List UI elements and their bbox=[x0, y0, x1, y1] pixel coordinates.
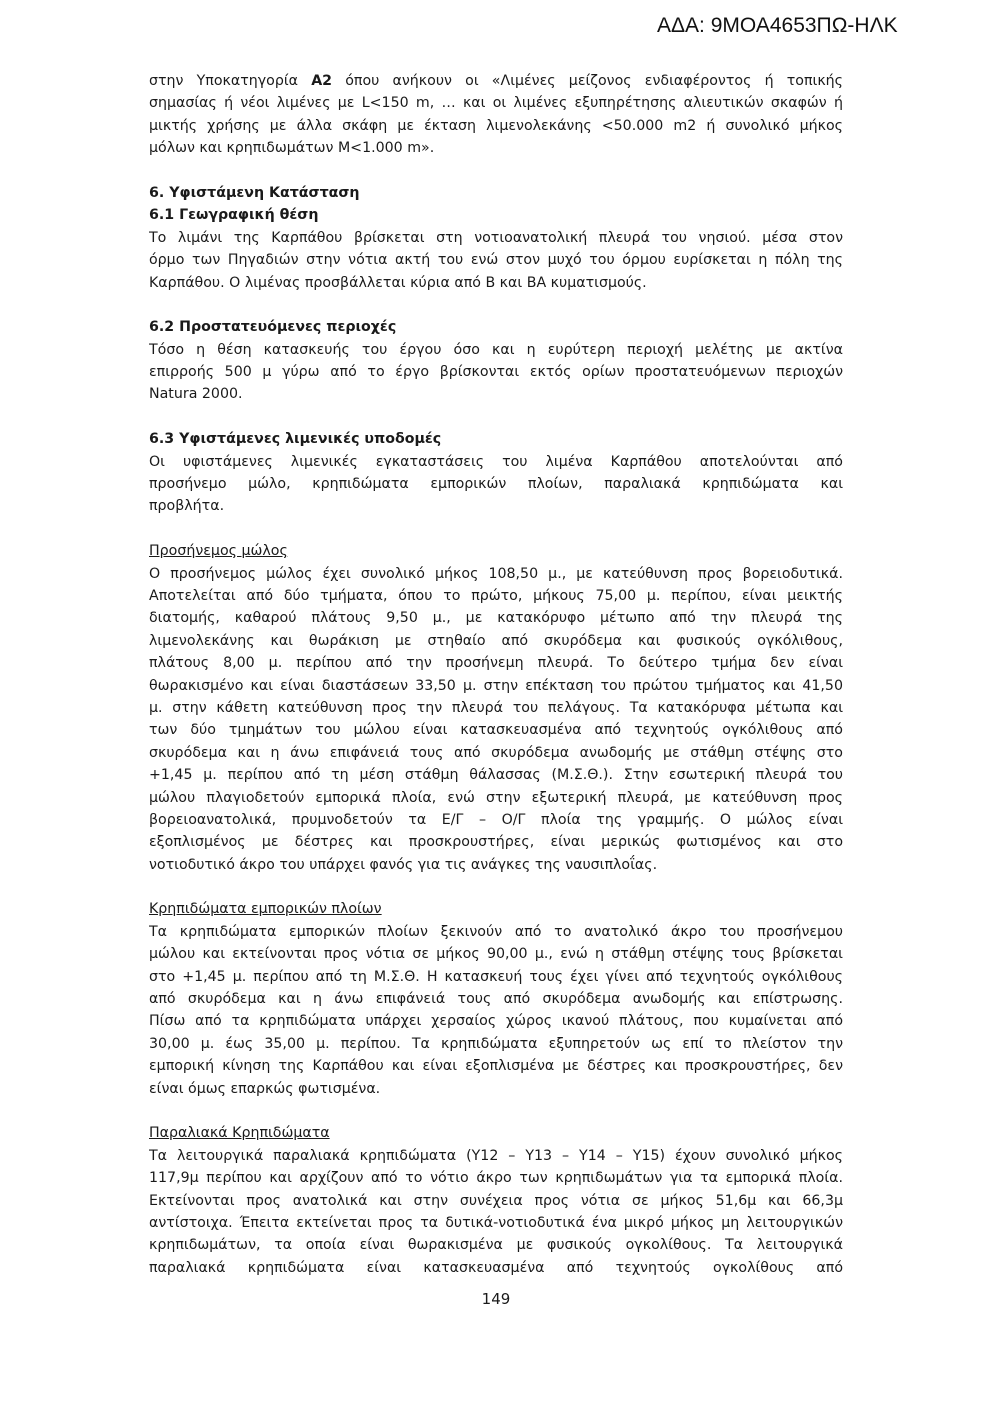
paragraph-line: όρμο των Πηγαδιών στην νότια ακτή του ενώ στον μυχό του όρμου ευρίσκεται η πόλη της bbox=[149, 252, 843, 269]
paragraph-line: Εκτείνονται προς ανατολικά και στην συνέχεια προς νότια σε μήκος 51,6μ και 66,3μ bbox=[149, 1192, 843, 1209]
page-number: 149 bbox=[481, 1290, 511, 1308]
paragraph-line: 30,00 μ. έως 35,00 μ. περίπου. Τα κρηπιδώματα εξυπηρετούν ως επί το πλείστον την bbox=[149, 1035, 843, 1052]
paragraph-line: νοτιοδυτικό άκρο του υπάρχει φανός για τις ανάγκες της ναυσιπλοΐας. bbox=[149, 856, 658, 873]
paragraph-line: κρηπιδωμάτων, τα οποία είναι θωρακισμένα με φυσικούς ογκολίθους. Τα λειτουργικά bbox=[149, 1237, 843, 1254]
protected-areas-paragraph bbox=[149, 339, 843, 406]
breakwater-paragraph bbox=[149, 563, 843, 876]
paragraph-line: μόλων και κρηπιδωμάτων Μ<1.000 m». bbox=[149, 140, 435, 157]
subsection-heading: 6.2 Προστατευόμενες περιοχές bbox=[149, 319, 397, 336]
paragraph-line bbox=[149, 70, 843, 92]
paragraph-line: αντίστοιχα. Έπειτα εκτείνεται προς τα δυτικά-νοτιοδυτικά ένα μικρό μήκος μη λειτουργικών bbox=[149, 1214, 843, 1231]
paragraph-line: επιρροής 500 μ γύρω από το έργο βρίσκονται εκτός ορίων προστατευόμενων περιοχών bbox=[149, 364, 843, 381]
ada-code: ΑΔΑ: 9ΜΟΑ4653ΠΩ-ΗΛΚ bbox=[657, 14, 898, 37]
paragraph-line: 117,9μ περίπου και αρχίζουν από το νότιο άκρο των κρηπιδωμάτων για τα εμπορικά πλοία. bbox=[149, 1170, 843, 1187]
paragraph-line: πλάτους 8,00 μ. περίπου από την προσήνεμη πλευρά. Το δεύτερο τμήμα δεν είναι bbox=[149, 655, 843, 672]
paragraph-line: μώλου πλαγιοδετούν εμπορικά πλοία, ενώ στην εξωτερική πλευρά, με κατεύθυνση προς bbox=[149, 789, 843, 806]
paragraph-line: σκυρόδεμα και η άνω επιφάνειά τους από σκυρόδεμα ανωδομής με στάθμη στέψης στο bbox=[149, 744, 843, 761]
paragraph-line: των δύο τμημάτων του μώλου είναι κατασκευασμένα από τεχνητούς ογκόλιθους από bbox=[149, 722, 843, 739]
paragraph-line: σημασίας ή νέοι λιμένες με L<150 m, … και οι λιμένες εξυπηρέτησης αλιευτικών σκαφών ή bbox=[149, 95, 843, 112]
paragraph-line: Natura 2000. bbox=[149, 386, 243, 403]
breakwater-heading: Προσήνεμος μώλος bbox=[149, 543, 288, 560]
subsection-heading: 6.3 Υφιστάμενες λιμενικές υποδομές bbox=[149, 431, 442, 448]
commercial-quays-paragraph bbox=[149, 921, 843, 1100]
paragraph-line: Το λιμάνι της Καρπάθου βρίσκεται στη νοτιοανατολική πλευρά του νησιού. μέσα στον bbox=[149, 229, 843, 246]
paragraph-line: στο +1,45 μ. περίπου από τη Μ.Σ.Θ. Η κατασκευή τους έχει γίνει από τεχνητούς ογκόλιθους bbox=[149, 968, 843, 985]
document-body bbox=[149, 70, 843, 1279]
port-infrastructure-paragraph bbox=[149, 451, 843, 518]
paragraph-line: από σκυρόδεμα και η άνω επιφάνειά τους από σκυρόδεμα ανωδομής και επίστρωσης. bbox=[149, 991, 843, 1008]
paragraph-line: Τόσο η θέση κατασκευής του έργου όσο και η ευρύτερη περιοχή μελέτης με ακτίνα bbox=[149, 341, 843, 358]
paragraph-line: είναι όμως επαρκώς φωτισμένα. bbox=[149, 1080, 381, 1097]
paragraph-line: μ. στην κάθετη κατεύθυνση προς την πλευρά του πελάγους. Τα κατακόρυφα μέτωπα και bbox=[149, 699, 843, 716]
paragraph-line: προσήνεμο μώλο, κρηπιδώματα εμπορικών πλοίων, παραλιακά κρηπιδώματα και bbox=[149, 476, 843, 493]
geographic-location-paragraph bbox=[149, 227, 843, 294]
paragraph-line: μώλου και εκτείνονται προς νότια σε μήκος 90,00 μ., ενώ η στάθμη στέψης τους βρίσκεται bbox=[149, 946, 843, 963]
paragraph-line: Τα κρηπιδώματα εμπορικών πλοίων ξεκινούν από το ανατολικό άκρο του προσήνεμου bbox=[149, 923, 843, 940]
paragraph-line: Πίσω από τα κρηπιδώματα υπάρχει χερσαίος χώρος ικανού πλάτους, που κυμαίνεται από bbox=[149, 1013, 843, 1030]
paragraph-line: εξοπλισμένος με δέστρες και προσκρουστήρες, είναι μερικώς φωτισμένος και στο bbox=[149, 834, 843, 851]
commercial-quays-heading: Κρηπιδώματα εμπορικών πλοίων bbox=[149, 901, 382, 918]
paragraph-line: παραλιακά κρηπιδώματα είναι κατασκευασμένα από τεχνητούς ογκολίθους από bbox=[149, 1259, 843, 1276]
paragraph-line: θωρακισμένο και είναι διαστάσεων 33,50 μ. στην επέκταση του πρώτου τμήματος και 41,50 bbox=[149, 677, 843, 694]
subsection-heading: 6.1 Γεωγραφική θέση bbox=[149, 207, 319, 224]
paragraph-line: μικτής χρήσης με άλλα σκάφη με έκταση λιμενολεκάνης <50.000 m2 ή συνολικό μήκος bbox=[149, 117, 843, 134]
paragraph-line: βορειοανατολικά, πρυμνοδετούν τα Ε/Γ – Ο/Γ πλοία της γραμμής. Ο μώλος είναι bbox=[149, 811, 843, 828]
paragraph-line: Καρπάθου. Ο λιμένας προσβάλλεται κύρια από Β και ΒΑ κυματισμούς. bbox=[149, 274, 647, 291]
text-run: στην Υποκατηγορία bbox=[149, 73, 312, 89]
text-run: όπου ανήκουν οι «Λιμένες μείζονος ενδιαφέροντος ή τοπικής bbox=[332, 73, 843, 89]
section-heading: 6. Υφιστάμενη Κατάσταση bbox=[149, 184, 360, 201]
bold-text-run: A2 bbox=[311, 73, 333, 89]
paragraph-line: Αποτελείται από δύο τμήματα, όπου το πρώτο, μήκους 75,00 μ. περίπου, είναι μεικτής bbox=[149, 587, 843, 604]
paragraph-line: Ο προσήνεμος μώλος έχει συνολικό μήκος 108,50 μ., με κατεύθυνση προς βορειοδυτικά. bbox=[149, 565, 843, 582]
paragraph-line: Οι υφιστάμενες λιμενικές εγκαταστάσεις του λιμένα Καρπάθου αποτελούνται από bbox=[149, 453, 843, 470]
paragraph-line: +1,45 μ. περίπου από τη μέση στάθμη θάλασσας (Μ.Σ.Θ.). Στην εσωτερική πλευρά του bbox=[149, 767, 843, 784]
paragraph-line: λιμενολεκάνης και θωράκιση με στηθαίο από σκυρόδεμα και φυσικούς ογκόλιθους, bbox=[149, 632, 843, 649]
paragraph-line: εμπορική κίνηση της Καρπάθου και είναι εξοπλισμένα με δέστρες και προσκρουστήρες, δεν bbox=[149, 1058, 843, 1075]
intro-paragraph bbox=[149, 70, 843, 160]
paragraph-line: προβλήτα. bbox=[149, 498, 225, 515]
paragraph-line: διατομής, καθαρού πλάτους 9,50 μ., με κατακόρυφο μέτωπο από την πλευρά της bbox=[149, 610, 843, 627]
paragraph-line: Τα λειτουργικά παραλιακά κρηπιδώματα (Υ12 – Υ13 – Υ14 – Υ15) έχουν συνολικό μήκος bbox=[149, 1147, 843, 1164]
coastal-quays-heading: Παραλιακά Κρηπιδώματα bbox=[149, 1125, 330, 1142]
coastal-quays-paragraph bbox=[149, 1145, 843, 1279]
